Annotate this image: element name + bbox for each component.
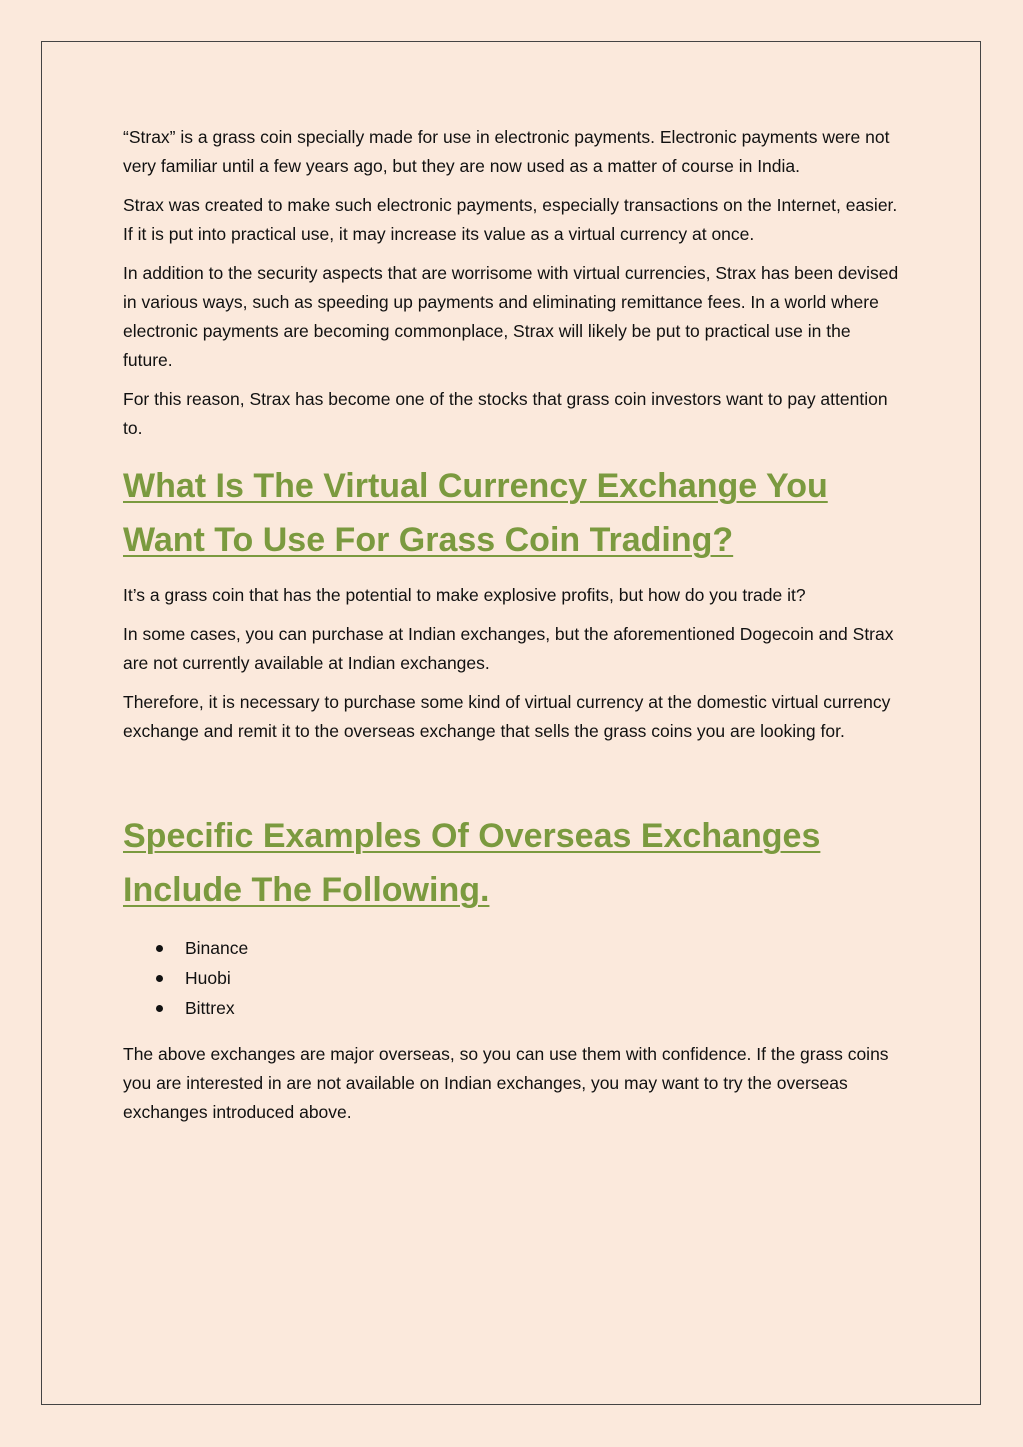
section-heading-overseas: Specific Examples Of Overseas Exchanges Include The Following. — [123, 817, 821, 909]
list-item-label: Binance — [185, 938, 249, 958]
bullet-icon — [156, 1005, 163, 1012]
section-heading-exchange: What Is The Virtual Currency Exchange You Want To Use For Grass Coin Trading? — [123, 467, 828, 559]
list-item-label: Bittrex — [185, 998, 235, 1018]
intro-paragraph-3: In addition to the security aspects that are worrisome with virtual currencies, Strax has been devised in various ways, such as speeding up payments and eliminating remittance fees. In a world where electronic payments are becoming commonplace, Strax will likely be put to practical use in the future. — [123, 263, 899, 370]
intro-paragraph-1: “Strax” is a grass coin specially made for use in electronic payments. Electronic payments were not very familiar until a few years ago, but they are now used as a matter of course in India. — [123, 127, 890, 176]
list-item-label: Huobi — [185, 968, 231, 988]
bullet-icon — [156, 945, 163, 952]
bullet-icon — [156, 975, 163, 982]
exchange-list — [123, 933, 903, 1023]
list-item — [123, 993, 903, 1023]
section1-paragraph-3: Therefore, it is necessary to purchase some kind of virtual currency at the domestic virtual currency exchange and remit it to the overseas exchange that sells the grass coins you are looking for. — [123, 692, 891, 741]
document-body — [123, 123, 903, 1137]
closing-paragraph: The above exchanges are major overseas, so you can use them with confidence. If the grass coins you are interested in are not available on Indian exchanges, you may want to try the overseas exchanges introduced above. — [123, 1044, 889, 1122]
intro-paragraph-4: For this reason, Strax has become one of the stocks that grass coin investors want to pay attention to. — [123, 389, 888, 438]
section1-paragraph-2: In some cases, you can purchase at Indian exchanges, but the aforementioned Dogecoin and Strax are not currently available at Indian exchanges. — [123, 624, 894, 673]
section1-paragraph-1: It’s a grass coin that has the potential to make explosive profits, but how do you trade it? — [123, 585, 806, 605]
intro-paragraph-2: Strax was created to make such electronic payments, especially transactions on the Internet, easier. If it is put into practical use, it may increase its value as a virtual currency at once. — [123, 195, 898, 244]
list-item — [123, 933, 903, 963]
list-item — [123, 963, 903, 993]
